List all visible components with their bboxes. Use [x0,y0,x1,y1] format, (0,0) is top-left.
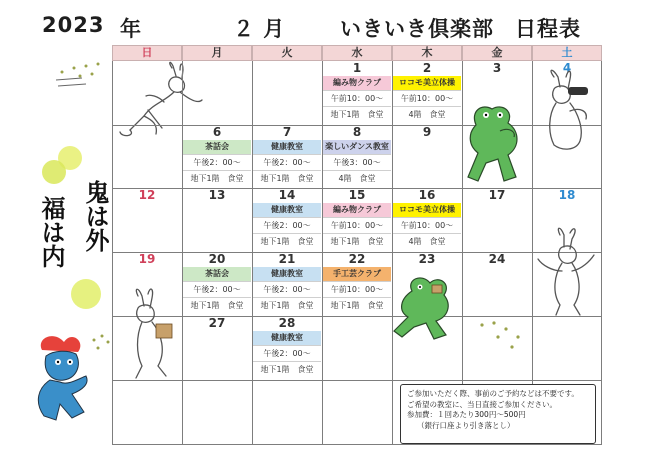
event-health-14[interactable] [253,203,321,249]
event-time: 午後2：00～ [253,217,321,233]
event-knit-club-15[interactable] [323,203,391,249]
day-1: 1 [352,61,362,75]
day-24: 24 [488,252,506,266]
green-circle-decoration [66,276,106,312]
title-year: 2023 [42,13,105,37]
event-craft-22[interactable] [323,267,391,313]
notice-line-2: ご希望の教室に、当日直接ご参加ください。 [407,399,557,409]
event-place: 4階 食堂 [323,170,391,186]
weekday-header-wed: 水 [322,45,392,61]
frog-dancing-illustration [464,97,532,185]
event-tag: 健康教室 [253,331,321,345]
frog-holding-box-illustration [392,271,464,341]
event-place: 地下1階 食堂 [253,361,321,377]
day-23: 23 [418,252,436,266]
weekday-header-fri: 金 [462,45,532,61]
event-tag: 茶話会 [183,140,251,154]
weekday-header-mon: 月 [182,45,252,61]
weekday-header-sun: 日 [112,45,182,61]
weekday-header-sat: 土 [532,45,602,61]
event-place: 地下1階 食堂 [323,233,391,249]
day-21: 21 [278,252,296,266]
event-place: 地下1階 食堂 [183,297,251,313]
day-3: 3 [492,61,502,75]
event-tag: ロコモ美立体操 [393,203,461,217]
event-place: 地下1階 食堂 [253,297,321,313]
event-health-21[interactable] [253,267,321,313]
day-28: 28 [278,316,296,330]
event-tag: 楽しいダンス教室 [323,140,391,154]
event-locomo-2[interactable] [393,76,461,122]
rabbit-sitting-illustration [532,67,600,157]
event-place: 4階 食堂 [393,233,461,249]
event-tag: 編み物クラブ [323,76,391,90]
notice-line-4: （銀行口座より引き落とし） [417,420,515,430]
title-bar [0,0,672,40]
day-19: 19 [138,252,156,266]
event-place: 地下1階 食堂 [323,106,391,122]
notice-line-1: ご参加いただく際、事前のご予約などは不要です。 [407,389,579,398]
day-14: 14 [278,188,296,202]
rabbit-standing-illustration [532,225,600,317]
weekday-header-tue: 火 [252,45,322,61]
event-tag: 健康教室 [253,140,321,154]
event-place: 4階 食堂 [393,106,461,122]
event-tag: 編み物クラブ [323,203,391,217]
event-time: 午前10：00～ [393,90,461,106]
notice-box [400,384,596,444]
day-7: 7 [282,125,292,139]
event-tag: 健康教室 [253,267,321,281]
day-15: 15 [348,188,366,202]
notice-line-3: 参加費：１回あたり300円～500円 [407,410,526,419]
day-12: 12 [138,188,156,202]
event-place: 地下1階 食堂 [183,170,251,186]
weekday-header-thu: 木 [392,45,462,61]
day-17: 17 [488,188,506,202]
event-time: 午後2：00～ [183,281,251,297]
grid-row-line [112,444,602,445]
day-13: 13 [208,188,226,202]
event-tea-20[interactable] [183,267,251,313]
event-tag: ロコモ美立体操 [393,76,461,90]
event-time: 午前10：00～ [393,217,461,233]
event-time: 午後2：00～ [253,345,321,361]
event-tea-6[interactable] [183,140,251,186]
event-time: 午前10：00～ [323,217,391,233]
event-time: 午前10：00～ [323,281,391,297]
event-time: 午後2：00～ [253,154,321,170]
title-month: ２ 月 [233,17,286,41]
event-place: 地下1階 食堂 [253,233,321,249]
day-27: 27 [208,316,226,330]
day-9: 9 [422,125,432,139]
event-locomo-16[interactable] [393,203,461,249]
day-20: 20 [208,252,226,266]
title-club-name: いきいき倶楽部 [340,17,494,41]
day-2: 2 [422,61,432,75]
event-knit-club-1[interactable] [323,76,391,122]
event-time: 午後2：00～ [253,281,321,297]
day-8: 8 [352,125,362,139]
oni-wa-soto-text: 鬼は外 [81,180,110,252]
event-time: 午後3：00～ [323,154,391,170]
event-dance-8[interactable] [323,140,391,186]
event-place: 地下1階 食堂 [253,170,321,186]
day-4: 4 [562,61,572,75]
grid-col-line [601,61,602,445]
event-tag: 健康教室 [253,203,321,217]
title-year-suffix: 年 [120,17,142,41]
beans-scatter-decoration [472,315,532,355]
event-place: 地下1階 食堂 [323,297,391,313]
day-16: 16 [418,188,436,202]
day-6: 6 [212,125,222,139]
blue-oni-illustration [20,320,120,425]
event-time: 午後2：00～ [183,154,251,170]
rabbit-carrying-box-illustration [116,288,186,383]
event-time: 午前10：00～ [323,90,391,106]
day-22: 22 [348,252,366,266]
title-schedule: 日程表 [515,17,581,41]
day-18: 18 [558,188,576,202]
event-health-7[interactable] [253,140,321,186]
fuku-wa-uchi-text: 福は内 [37,196,66,268]
event-tag: 茶話会 [183,267,251,281]
event-health-28[interactable] [253,331,321,377]
event-tag: 手工芸クラブ [323,267,391,281]
